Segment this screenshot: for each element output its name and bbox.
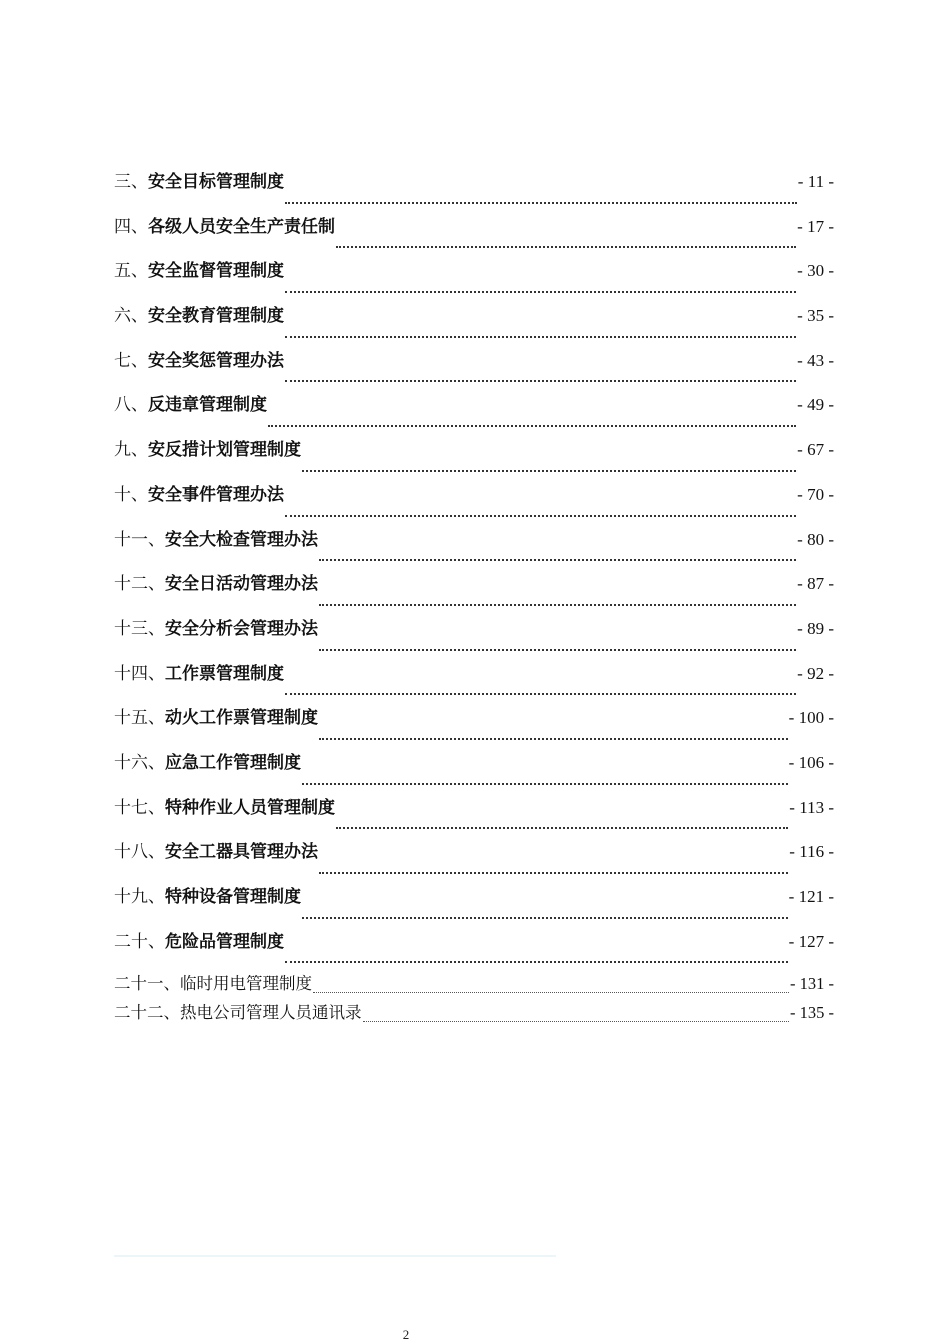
toc-leader-dots: [285, 692, 796, 695]
toc-entry-title: 动火工作票管理制度: [165, 708, 318, 729]
toc-entry-page: - 87 -: [797, 574, 834, 594]
toc-entry[interactable]: [114, 302, 834, 347]
toc-entry[interactable]: [114, 257, 834, 302]
table-of-contents: [114, 168, 834, 1030]
toc-entry-title: 安全工器具管理办法: [165, 842, 318, 863]
toc-entry[interactable]: [114, 391, 834, 436]
toc-entry-title: 安全日活动管理办法: [165, 574, 318, 595]
toc-leader-dots: [313, 991, 789, 993]
toc-entry[interactable]: [114, 213, 834, 258]
toc-leader-dots: [319, 558, 796, 561]
toc-entry[interactable]: [114, 838, 834, 883]
toc-leader-dots: [285, 514, 796, 517]
toc-entry-number: 六、: [114, 306, 148, 327]
toc-entry-title: 安反措计划管理制度: [148, 440, 301, 461]
toc-entry-page: - 80 -: [797, 529, 834, 549]
toc-entry-page: - 35 -: [797, 306, 834, 326]
toc-entry-title: 热电公司管理人员通讯录: [180, 1003, 362, 1023]
toc-leader-dots: [319, 603, 796, 606]
toc-entry-title: 安全大检查管理办法: [165, 529, 318, 550]
toc-entry[interactable]: [114, 883, 834, 928]
toc-entry-title: 反违章管理制度: [148, 395, 267, 416]
toc-leader-dots: [336, 826, 788, 829]
toc-entry-number: 四、: [114, 216, 148, 237]
toc-entry-title: 危险品管理制度: [165, 931, 284, 952]
toc-entry-page: - 43 -: [797, 350, 834, 370]
toc-entry-number: 八、: [114, 395, 148, 416]
toc-entry-page: - 116 -: [789, 842, 834, 862]
toc-entry[interactable]: [114, 615, 834, 660]
toc-entry-number: 十、: [114, 484, 148, 505]
toc-entry-title: 安全分析会管理办法: [165, 618, 318, 639]
toc-entry-page: - 30 -: [797, 261, 834, 281]
toc-entry-number: 七、: [114, 350, 148, 371]
toc-entry[interactable]: [114, 436, 834, 481]
toc-entry-title: 安全监督管理制度: [148, 261, 284, 282]
toc-entry[interactable]: [114, 168, 834, 213]
toc-entry[interactable]: [114, 704, 834, 749]
toc-leader-dots: [302, 782, 788, 785]
toc-leader-dots: [319, 737, 788, 740]
toc-leader-dots: [285, 201, 797, 204]
toc-entry-number: 五、: [114, 261, 148, 282]
toc-entry-page: - 127 -: [788, 931, 834, 951]
toc-entry-number: 十八、: [114, 842, 165, 863]
toc-entry-number: 二十一、: [114, 974, 180, 994]
toc-entry[interactable]: [114, 347, 834, 392]
toc-entry[interactable]: [114, 1001, 834, 1030]
toc-leader-dots: [268, 424, 796, 427]
toc-entry-number: 十六、: [114, 752, 165, 773]
toc-entry-page: - 11 -: [797, 172, 834, 191]
toc-entry[interactable]: [114, 972, 834, 1001]
toc-leader-dots: [285, 960, 788, 963]
toc-entry-title: 特种作业人员管理制度: [165, 797, 335, 818]
toc-entry-page: - 17 -: [797, 216, 834, 236]
toc-entry[interactable]: [114, 794, 834, 839]
toc-entry-number: 三、: [114, 172, 148, 192]
toc-entry-number: 十一、: [114, 529, 165, 550]
faint-divider: [114, 1255, 556, 1257]
toc-leader-dots: [319, 648, 796, 651]
toc-entry-title: 安全事件管理办法: [148, 484, 284, 505]
toc-entry-title: 安全教育管理制度: [148, 306, 284, 327]
toc-leader-dots: [336, 245, 796, 248]
toc-entry-title: 特种设备管理制度: [165, 887, 301, 907]
toc-leader-dots: [285, 335, 796, 338]
toc-entry-page: - 92 -: [797, 663, 834, 683]
toc-entry[interactable]: [114, 660, 834, 705]
toc-entry-page: - 100 -: [788, 708, 834, 728]
toc-entry-page: - 49 -: [797, 395, 834, 415]
toc-entry[interactable]: [114, 481, 834, 526]
toc-entry-page: - 121 -: [788, 887, 834, 906]
toc-leader-dots: [285, 290, 796, 293]
toc-entry-number: 二十二、: [114, 1003, 180, 1023]
toc-entry[interactable]: [114, 570, 834, 615]
toc-entry-page: - 131 -: [790, 974, 834, 994]
toc-leader-dots: [285, 379, 796, 382]
toc-entry-page: - 113 -: [789, 797, 834, 817]
toc-entry-page: - 70 -: [797, 484, 834, 504]
toc-leader-dots: [363, 1020, 790, 1022]
toc-entry-title: 应急工作管理制度: [165, 752, 301, 773]
toc-entry-number: 十九、: [114, 887, 165, 907]
toc-entry-title: 临时用电管理制度: [180, 974, 312, 994]
toc-entry-number: 十五、: [114, 708, 165, 729]
toc-entry[interactable]: [114, 928, 834, 973]
toc-entry[interactable]: [114, 526, 834, 571]
toc-entry-number: 二十、: [114, 931, 165, 952]
toc-leader-dots: [302, 469, 796, 472]
toc-entry-title: 安全奖惩管理办法: [148, 350, 284, 371]
toc-entry-page: - 135 -: [790, 1003, 834, 1023]
toc-entry-number: 九、: [114, 440, 148, 461]
toc-entry-page: - 89 -: [797, 618, 834, 638]
toc-entry-title: 各级人员安全生产责任制: [148, 216, 335, 237]
toc-entry-number: 十四、: [114, 663, 165, 684]
toc-entry-number: 十七、: [114, 797, 165, 818]
toc-entry-title: 安全目标管理制度: [148, 172, 284, 192]
toc-entry-number: 十二、: [114, 574, 165, 595]
toc-entry-title: 工作票管理制度: [165, 663, 284, 684]
toc-leader-dots: [319, 871, 788, 874]
toc-entry-page: - 106 -: [788, 752, 834, 772]
toc-entry-page: - 67 -: [797, 440, 834, 460]
toc-entry-number: 十三、: [114, 618, 165, 639]
toc-leader-dots: [302, 916, 788, 919]
page-number: 2: [402, 1327, 410, 1342]
toc-entry[interactable]: [114, 749, 834, 794]
